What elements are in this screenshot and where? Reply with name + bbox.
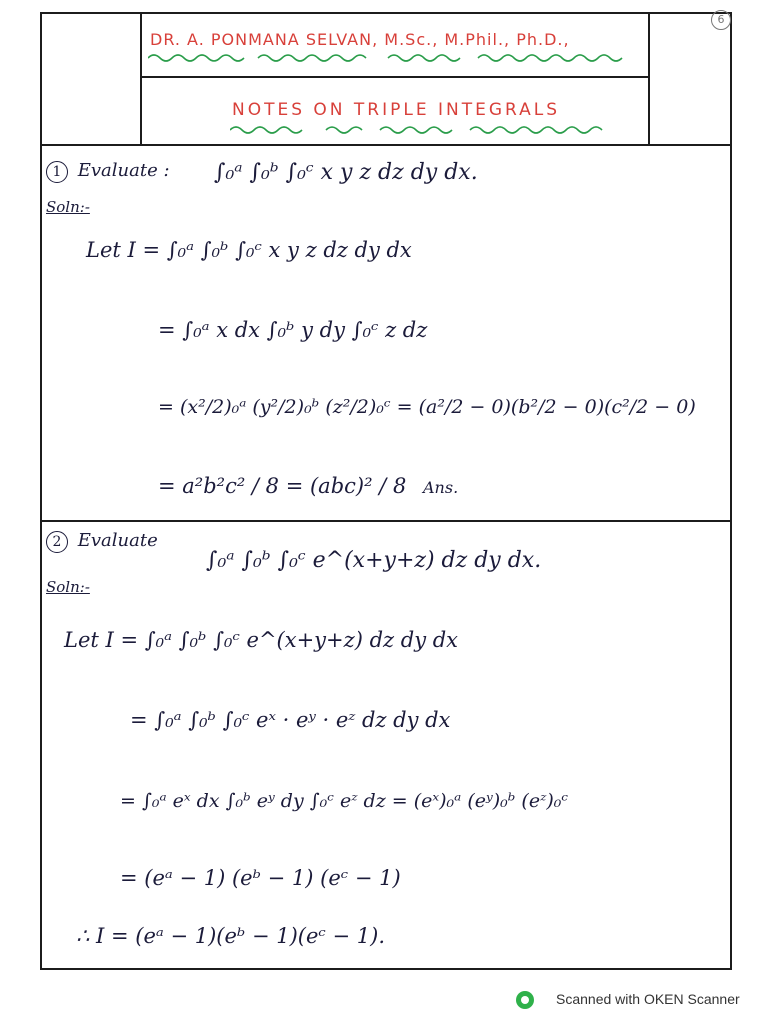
header-right-divider xyxy=(648,12,650,144)
section-divider xyxy=(40,520,730,522)
problem-1-result: = a²b²c² / 8 = (abc)² / 8 xyxy=(158,474,407,498)
problem-1-step-3: = (x²/2)₀ᵃ (y²/2)₀ᵇ (z²/2)₀ᶜ = (a²/2 − 0)(b²/2 − 0)(c²/2 − 0) xyxy=(158,396,696,418)
header-bottom-rule xyxy=(40,144,730,146)
problem-1-step-2: = ∫₀ᵃ x dx ∫₀ᵇ y dy ∫₀ᶜ z dz xyxy=(158,318,428,342)
header-left-divider xyxy=(140,12,142,144)
scanner-logo-icon xyxy=(516,991,534,1009)
page-number: 6 xyxy=(711,10,731,30)
problem-1-number: 1 xyxy=(46,161,68,183)
problem-2-step-2: = ∫₀ᵃ ∫₀ᵇ ∫₀ᶜ eˣ · eʸ · eᶻ dz dy dx xyxy=(130,708,451,732)
problem-2-heading xyxy=(46,530,158,553)
bottom-rule xyxy=(40,968,730,970)
page-title: NOTES ON TRIPLE INTEGRALS xyxy=(232,100,561,120)
problem-1-step-1: Let I = ∫₀ᵃ ∫₀ᵇ ∫₀ᶜ x y z dz dy dx xyxy=(86,238,412,262)
problem-2-step-1: Let I = ∫₀ᵃ ∫₀ᵇ ∫₀ᶜ e^(x+y+z) dz dy dx xyxy=(64,628,459,652)
header-mid-rule xyxy=(140,76,648,78)
problem-2-conclusion: ∴ I = (eᵃ − 1)(eᵇ − 1)(eᶜ − 1). xyxy=(76,924,386,948)
title-underline xyxy=(230,124,610,136)
scanner-watermark: Scanned with OKEN Scanner xyxy=(556,991,740,1007)
problem-2-step-4: = (eᵃ − 1) (eᵇ − 1) (eᶜ − 1) xyxy=(120,866,401,890)
problem-1-prompt: Evaluate : xyxy=(77,160,170,181)
problem-1-heading xyxy=(46,160,170,183)
problem-1-soln-label: Soln:- xyxy=(46,198,90,216)
author-underline xyxy=(148,52,638,64)
border-left xyxy=(40,12,42,970)
problem-2-integral: ∫₀ᵃ ∫₀ᵇ ∫₀ᶜ e^(x+y+z) dz dy dx. xyxy=(206,548,542,573)
problem-1-step-4 xyxy=(158,474,458,498)
border-right xyxy=(730,12,732,970)
border-top xyxy=(40,12,730,14)
answer-label: Ans. xyxy=(423,478,459,497)
problem-1-integral: ∫₀ᵃ ∫₀ᵇ ∫₀ᶜ x y z dz dy dx. xyxy=(214,160,478,185)
author-name: DR. A. PONMANA SELVAN, M.Sc., M.Phil., Ph.D., xyxy=(150,30,570,49)
problem-2-step-3: = ∫₀ᵃ eˣ dx ∫₀ᵇ eʸ dy ∫₀ᶜ eᶻ dz = (eˣ)₀ᵃ (eʸ)₀ᵇ (eᶻ)₀ᶜ xyxy=(120,790,569,812)
problem-2-prompt: Evaluate xyxy=(77,530,158,551)
problem-2-soln-label: Soln:- xyxy=(46,578,90,596)
problem-2-number: 2 xyxy=(46,531,68,553)
